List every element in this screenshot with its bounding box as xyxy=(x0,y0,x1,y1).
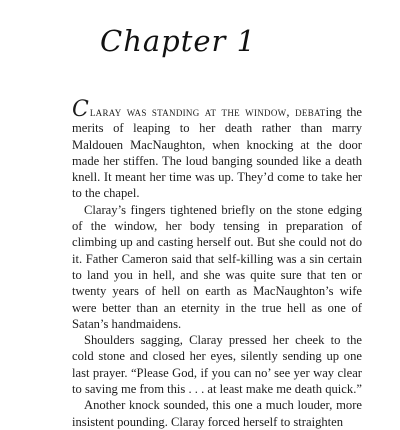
chapter-title: Chapter 1 xyxy=(100,24,257,58)
opening-small-caps: laray was standing at the window, debat xyxy=(89,105,326,119)
paragraph: Shoulders sagging, Claray pressed her cheek to the cold stone and closed her eyes, silently sending up one last prayer. “Please God, if you can no’ see yer way clear to saving me from this . . . at least make me death quick.” xyxy=(72,333,362,397)
chapter-body xyxy=(72,97,362,430)
opening-paragraph xyxy=(72,97,362,202)
paragraph: Claray’s fingers tightened briefly on the stone edging of the window, her body tensing in preparation of climbing up and casting herself out. But she could not do it. Father Cameron said that self-killing was a sin certain to land you in hell, and she was quite sure that ten or twenty years of hell on earth as MacNaughton’s wife were better than an eternity in the true hell as one of Satan’s handmaidens. xyxy=(72,202,362,331)
drop-cap: C xyxy=(72,97,89,122)
paragraph: Another knock sounded, this one a much louder, more insistent pounding. Claray forced herself to straighten xyxy=(72,398,362,429)
opening-text: ing the merits of leaping to her death rather than marry Maldouen MacNaughton, when knocking at the door made her stiffen. The loud banging sounded like a death knell. It meant her time was up. They’d come to take her to the chapel. xyxy=(72,105,362,201)
